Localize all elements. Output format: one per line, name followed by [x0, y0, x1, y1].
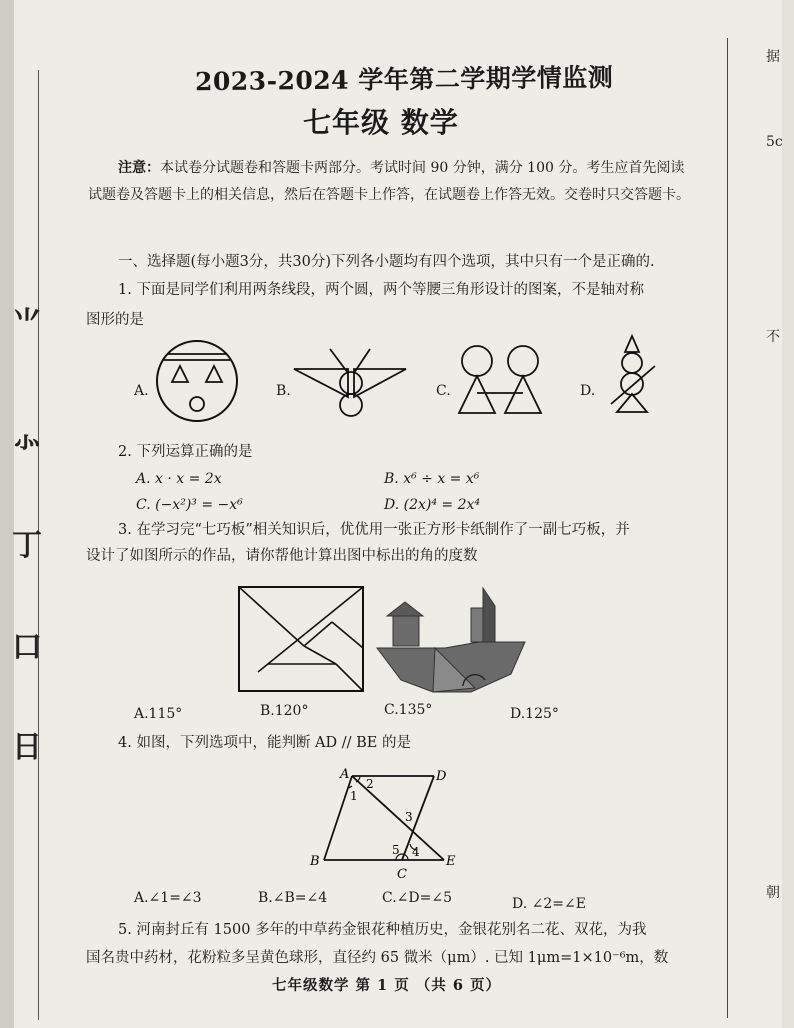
q1-stem-line2: 图形的是 [86, 312, 144, 328]
section-heading: 一、选择题(每小题3分，共30分)下列各小题均有四个选项，其中只有一个是正确的. [118, 254, 655, 270]
q5-stem-line2: 国名贵中药材，花粉粒多呈黄色球形，直径约 65 微米（μm）. 已知 1μm=1×10⁻⁶m，数 [86, 950, 669, 966]
q2-option-b: B. x⁶ ÷ x = x⁶ [384, 471, 480, 487]
side-fragment: 不 [766, 329, 780, 345]
q4-geometry-figure [306, 764, 466, 882]
q2-stem: 2. 下列运算正确的是 [118, 444, 253, 460]
q1-figure-b [290, 345, 410, 420]
q4-option-c: C.∠D=∠5 [382, 890, 452, 906]
q3-option-d: D.125° [510, 706, 559, 722]
angle-label: 4 [412, 845, 420, 859]
notice-text: 本试卷分试题卷和答题卡两部分。考试时间 90 分钟，满分 100 分。考生应首先阅读试题卷及答题卡上的相关信息，然后在答题卡上作答，在试题卷上作答无效。交卷时只交答题卡。 [88, 160, 690, 203]
margin-glyph: 丁 [12, 528, 42, 563]
margin-glyph: 日 [12, 730, 42, 765]
exam-title: 2023-2024 学年第二学期学情监测 [194, 62, 614, 97]
q1-figure-c [455, 343, 550, 418]
column-divider [727, 38, 728, 1018]
q1-option-d-label: D. [580, 383, 596, 399]
q1-figure-d [605, 334, 675, 414]
q2-option-a: A. x · x = 2x [136, 471, 222, 487]
right-page-edge [782, 0, 794, 1028]
notice-paragraph [88, 155, 694, 209]
q3-tangram-house [375, 584, 525, 696]
q4-option-d: D. ∠2=∠E [512, 896, 586, 912]
angle-label: 3 [405, 810, 413, 824]
q4-option-b: B.∠B=∠4 [258, 890, 328, 906]
q4-option-a: A.∠1=∠3 [134, 890, 202, 906]
q1-option-a-label: A. [134, 383, 149, 399]
page-footer: 七年级数学 第 1 页 （共 6 页） [272, 977, 501, 994]
q4-stem: 4. 如图，下列选项中，能判断 AD // BE 的是 [118, 735, 411, 751]
q1-figure-a [152, 336, 242, 426]
side-fragment: 朝 [766, 885, 780, 901]
q1-option-c-label: C. [436, 383, 451, 399]
point-label: C [397, 867, 407, 882]
q3-stem-line1: 3. 在学习完“七巧板”相关知识后，优优用一张正方形卡纸制作了一副七巧板，并 [118, 522, 630, 538]
q3-option-a: A.115° [134, 706, 183, 722]
q3-option-b: B.120° [260, 703, 309, 719]
point-label: E [446, 854, 456, 869]
margin-glyph: ⺗ [12, 420, 42, 455]
q2-option-c: C. (−x²)³ = −x⁶ [136, 497, 243, 513]
q3-stem-line2: 设计了如图所示的作品，请你帮他计算出图中标出的角的度数 [86, 548, 478, 564]
q1-stem-line1: 1. 下面是同学们利用两条线段，两个圆，两个等腰三角形设计的图案，不是轴对称 [118, 282, 644, 298]
q3-option-c: C.135° [384, 702, 433, 718]
left-page-edge [0, 0, 14, 1028]
side-fragment: 5c [766, 134, 783, 150]
angle-label: 5 [392, 843, 400, 857]
side-fragment: 据 [766, 49, 780, 65]
q2-option-d: D. (2x)⁴ = 2x⁴ [384, 497, 481, 513]
margin-glyph: 口 [12, 630, 42, 665]
point-label: D [436, 769, 447, 784]
point-label: A [340, 767, 350, 782]
q5-stem-line1: 5. 河南封丘有 1500 多年的中草药金银花种植历史，金银花别名二花、双花，为我 [118, 922, 647, 938]
exam-subtitle: 七年级 数学 [303, 106, 459, 139]
notice-label: 注意： [118, 160, 160, 176]
point-label: B [310, 854, 320, 869]
margin-glyph: ⺌ [12, 306, 42, 341]
angle-label: 1 [350, 789, 358, 803]
angle-label: 2 [366, 777, 374, 791]
q3-tangram-square [238, 586, 364, 692]
q1-option-b-label: B. [276, 383, 291, 399]
